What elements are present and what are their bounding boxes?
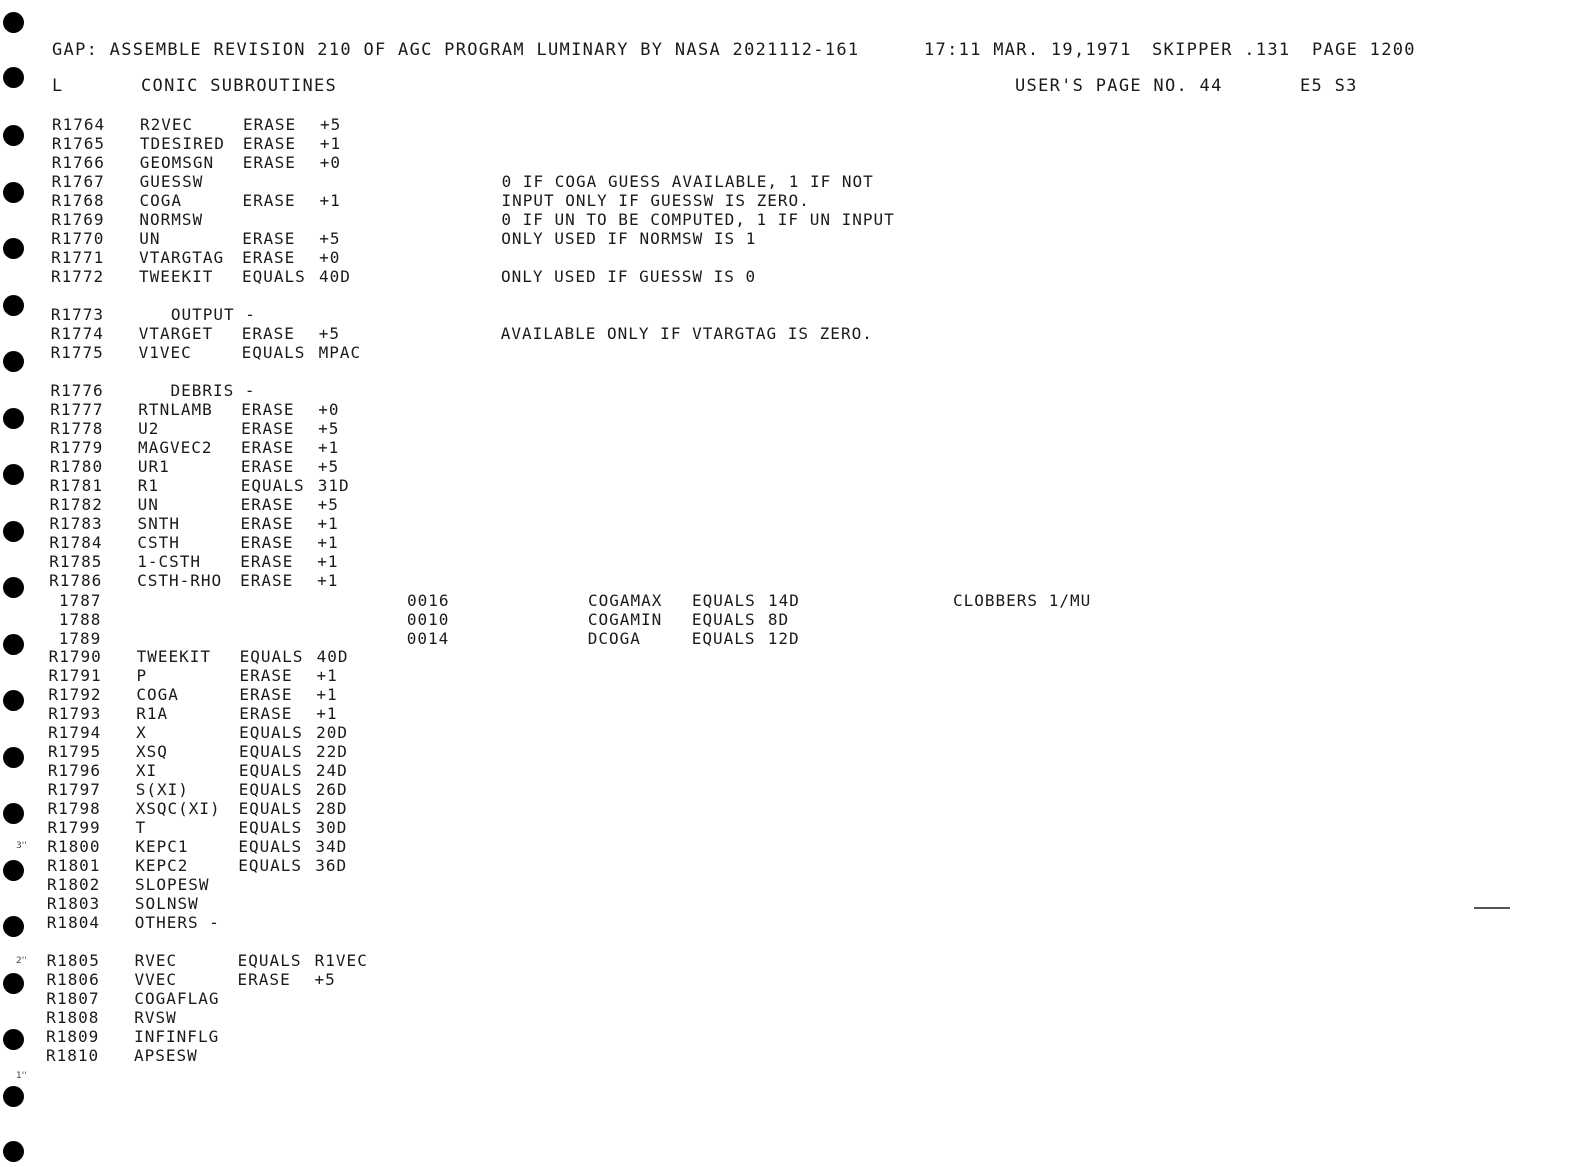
- opcode: EQUALS: [241, 343, 306, 362]
- opcode: ERASE: [242, 248, 296, 267]
- operand: +1: [318, 438, 340, 457]
- feed-hole: [3, 577, 24, 598]
- symbol-label: GEOMSGN: [139, 153, 215, 172]
- feed-hole: [3, 238, 24, 259]
- opcode: ERASE: [239, 685, 293, 704]
- operand: +5: [318, 324, 340, 343]
- operand: +5: [317, 495, 339, 514]
- line-number: R1770: [51, 229, 105, 248]
- header-page-number: PAGE 1200: [1312, 40, 1416, 60]
- opcode: EQUALS: [238, 761, 303, 780]
- line-number: R1798: [47, 799, 101, 818]
- operand: +1: [317, 533, 339, 552]
- line-number: R1785: [49, 552, 103, 571]
- operand: 14D: [768, 591, 800, 610]
- opcode: EQUALS: [239, 723, 303, 742]
- operand: +0: [318, 400, 340, 419]
- feed-hole: [3, 464, 24, 485]
- opcode: EQUALS: [238, 837, 303, 856]
- symbol-label: SLOPESW: [135, 875, 210, 894]
- line-comment: AVAILABLE ONLY IF VTARGTAG IS ZERO.: [500, 324, 873, 343]
- margin-mark: 1'': [16, 1071, 27, 1081]
- line-number: R1768: [51, 191, 105, 210]
- margin-mark: 3'': [16, 841, 27, 851]
- symbol-label: TDESIRED: [139, 134, 225, 153]
- opcode: ERASE: [241, 324, 295, 343]
- opcode: ERASE: [241, 438, 295, 457]
- section-heading: DEBRIS -: [170, 381, 256, 400]
- feed-hole: [3, 1029, 24, 1050]
- line-number: 1788: [58, 610, 102, 629]
- opcode: ERASE: [242, 191, 296, 210]
- operand: 24D: [315, 761, 348, 780]
- line-comment: 0 IF UN TO BE COMPUTED, 1 IF UN INPUT: [501, 210, 895, 229]
- line-number: R1790: [48, 647, 102, 666]
- line-number: R1772: [50, 267, 105, 286]
- feed-hole: [3, 690, 24, 711]
- symbol-label: CSTH: [137, 533, 180, 552]
- symbol-label: R1A: [136, 704, 169, 723]
- opcode: ERASE: [239, 704, 293, 723]
- feed-hole: [3, 125, 24, 146]
- operand: +0: [319, 248, 341, 267]
- feed-hole: [3, 860, 24, 881]
- line-number: 1787: [59, 591, 102, 610]
- line-number: R1796: [47, 761, 101, 780]
- symbol-label: RVSW: [134, 1008, 177, 1027]
- operand: 8D: [767, 610, 790, 629]
- symbol-label: XSQC(XI): [135, 799, 221, 818]
- feed-hole: [3, 295, 24, 316]
- line-number: R1797: [47, 780, 101, 799]
- opcode: EQUALS: [692, 591, 756, 610]
- symbol-label: RTNLAMB: [138, 400, 213, 419]
- symbol-label: UN: [139, 229, 161, 248]
- symbol-label: SOLNSW: [134, 894, 199, 913]
- symbol-label: TWEEKIT: [138, 267, 214, 286]
- symbol-label: VVEC: [134, 970, 178, 989]
- line-number: R1803: [46, 894, 101, 913]
- symbol-label: KEPC2: [135, 856, 189, 875]
- symbol-label: COGAFLAG: [134, 989, 220, 1008]
- feed-hole: [3, 1141, 24, 1162]
- line-number: R1779: [50, 438, 104, 457]
- feed-hole: [3, 803, 24, 824]
- line-number: R1792: [48, 685, 102, 704]
- operand: 28D: [315, 799, 348, 818]
- line-number: R1765: [51, 134, 106, 153]
- line-comment: 0 IF COGA GUESS AVAILABLE, 1 IF NOT: [501, 172, 874, 191]
- opcode: ERASE: [242, 153, 296, 172]
- opcode: EQUALS: [241, 267, 306, 286]
- operand: 26D: [315, 780, 348, 799]
- stray-mark: [1474, 907, 1510, 909]
- symbol-label: U2: [138, 419, 160, 438]
- symbol-label: RVEC: [134, 951, 178, 970]
- line-number: R1799: [47, 818, 101, 837]
- symbol-label: S(XI): [135, 780, 189, 799]
- users-page-number: USER'S PAGE NO. 44: [1015, 76, 1223, 96]
- line-number: R1784: [49, 533, 103, 552]
- opcode: ERASE: [242, 229, 296, 248]
- page-code: E5 S3: [1300, 76, 1358, 96]
- opcode: EQUALS: [238, 780, 303, 799]
- symbol-label: T: [135, 818, 147, 837]
- symbol-label: UR1: [137, 457, 170, 476]
- symbol-label: APSESW: [134, 1046, 198, 1065]
- line-number: R1810: [46, 1046, 100, 1065]
- line-number: R1800: [47, 837, 101, 856]
- opcode: ERASE: [240, 533, 294, 552]
- operand: +5: [318, 419, 340, 438]
- line-number: R1777: [50, 400, 104, 419]
- line-comment: ONLY USED IF NORMSW IS 1: [501, 229, 757, 248]
- opcode: ERASE: [240, 514, 294, 533]
- symbol-label: NORMSW: [139, 210, 204, 229]
- symbol-label: INFINFLG: [134, 1027, 220, 1046]
- feed-hole: [3, 1086, 24, 1107]
- symbol-label: KEPC1: [135, 837, 189, 856]
- symbol-label: R2VEC: [140, 115, 194, 134]
- line-number: R1781: [49, 476, 103, 495]
- line-number: R1809: [46, 1027, 100, 1046]
- symbol-label: 1-CSTH: [137, 552, 202, 571]
- symbol-label: COGAMAX: [588, 591, 663, 610]
- opcode: EQUALS: [238, 799, 303, 818]
- line-comment: INPUT ONLY IF GUESSW IS ZERO.: [501, 191, 810, 210]
- opcode: EQUALS: [691, 610, 756, 629]
- line-number: R1806: [46, 970, 100, 989]
- symbol-label: VTARGTAG: [139, 248, 225, 267]
- feed-hole: [3, 916, 24, 937]
- opcode: ERASE: [241, 400, 295, 419]
- section-heading: OUTPUT -: [170, 305, 256, 324]
- line-number: R1801: [47, 856, 101, 875]
- feed-hole: [3, 67, 24, 88]
- line-number: R1791: [48, 666, 102, 685]
- operand: 40D: [316, 647, 349, 666]
- margin-mark: 2'': [16, 956, 27, 966]
- symbol-label: SNTH: [137, 514, 181, 533]
- symbol-label: R1: [137, 476, 160, 495]
- line-number: R1778: [50, 419, 104, 438]
- line-comment: ONLY USED IF GUESSW IS 0: [500, 267, 757, 286]
- log-letter: L: [52, 76, 64, 96]
- header-timestamp: 17:11 MAR. 19,1971: [924, 40, 1132, 60]
- line-number: R1805: [46, 951, 100, 970]
- line-number: R1774: [50, 324, 104, 343]
- operand: 22D: [315, 742, 348, 761]
- operand: 31D: [317, 476, 350, 495]
- symbol-label: COGA: [136, 685, 179, 704]
- opcode: ERASE: [241, 419, 295, 438]
- symbol-label: P: [136, 666, 148, 685]
- operand: +5: [319, 229, 341, 248]
- octal-value: 0010: [406, 610, 450, 629]
- header-skipper: SKIPPER .131: [1152, 40, 1291, 60]
- line-number: R1776: [50, 381, 104, 400]
- operand: +1: [316, 666, 338, 685]
- section-title: CONIC SUBROUTINES: [141, 76, 338, 96]
- symbol-label: DCOGA: [587, 629, 641, 648]
- line-number: R1773: [50, 305, 104, 324]
- opcode: EQUALS: [238, 856, 302, 875]
- line-number: R1766: [51, 153, 105, 172]
- operand: +0: [319, 153, 341, 172]
- line-number: R1794: [48, 723, 102, 742]
- operand: +1: [317, 552, 339, 571]
- opcode: ERASE: [240, 571, 294, 590]
- symbol-label: X: [136, 723, 147, 742]
- opcode: EQUALS: [238, 818, 303, 837]
- opcode: ERASE: [243, 115, 297, 134]
- symbol-label: COGA: [139, 191, 182, 210]
- line-number: R1802: [47, 875, 101, 894]
- feed-hole: [3, 747, 24, 768]
- symbol-label: COGAMIN: [587, 610, 663, 629]
- feed-hole: [3, 351, 24, 372]
- opcode: ERASE: [240, 495, 294, 514]
- symbol-label: CSTH-RHO: [137, 571, 223, 590]
- symbol-label: TWEEKIT: [136, 647, 212, 666]
- feed-hole: [3, 973, 24, 994]
- line-number: R1780: [49, 457, 104, 476]
- line-number: 1789: [58, 629, 102, 648]
- operand: +1: [317, 514, 339, 533]
- opcode: ERASE: [237, 970, 291, 989]
- header-title: GAP: ASSEMBLE REVISION 210 OF AGC PROGRAM LUMINARY BY NASA 2021112-161: [52, 40, 860, 60]
- octal-value: 0016: [407, 591, 450, 610]
- operand: +1: [316, 685, 338, 704]
- line-number: R1767: [51, 172, 105, 191]
- line-number: R1808: [46, 1008, 100, 1027]
- operand: 40D: [318, 267, 351, 286]
- line-comment: CLOBBERS 1/MU: [953, 591, 1092, 610]
- operand: +1: [319, 191, 341, 210]
- opcode: EQUALS: [240, 476, 305, 495]
- opcode: ERASE: [240, 457, 295, 476]
- opcode: EQUALS: [691, 629, 756, 648]
- feed-hole: [3, 408, 24, 429]
- operand: R1VEC: [314, 951, 368, 970]
- operand: 36D: [315, 856, 348, 875]
- line-number: R1764: [52, 115, 106, 134]
- operand: +5: [320, 115, 342, 134]
- line-number: R1782: [49, 495, 103, 514]
- operand: 30D: [315, 818, 348, 837]
- operand: MPAC: [318, 343, 362, 362]
- line-number: R1769: [51, 210, 105, 229]
- line-number: R1771: [51, 248, 105, 267]
- opcode: EQUALS: [238, 742, 303, 761]
- symbol-label: OTHERS -: [134, 913, 220, 932]
- opcode: ERASE: [242, 134, 297, 153]
- operand: +1: [316, 704, 338, 723]
- line-number: R1786: [49, 571, 103, 590]
- opcode: ERASE: [240, 552, 294, 571]
- octal-value: 0014: [406, 629, 450, 648]
- symbol-label: XI: [135, 761, 158, 780]
- symbol-label: V1VEC: [138, 343, 192, 362]
- operand: 20D: [316, 723, 348, 742]
- operand: +1: [319, 134, 342, 153]
- line-number: R1775: [50, 343, 104, 362]
- operand: 12D: [767, 629, 800, 648]
- symbol-label: XSQ: [135, 742, 168, 761]
- symbol-label: MAGVEC2: [138, 438, 213, 457]
- feed-hole: [3, 634, 24, 655]
- line-number: R1795: [47, 742, 102, 761]
- operand: +5: [314, 970, 336, 989]
- operand: 34D: [315, 837, 348, 856]
- line-number: R1793: [48, 704, 102, 723]
- opcode: EQUALS: [239, 647, 304, 666]
- line-number: R1807: [46, 989, 100, 1008]
- symbol-label: VTARGET: [138, 324, 214, 343]
- operand: +1: [317, 571, 339, 590]
- line-number: R1783: [49, 514, 103, 533]
- opcode: EQUALS: [237, 951, 302, 970]
- feed-hole: [3, 521, 24, 542]
- symbol-label: UN: [137, 495, 159, 514]
- operand: +5: [317, 457, 340, 476]
- feed-hole: [3, 182, 24, 203]
- line-number: R1804: [46, 913, 100, 932]
- symbol-label: GUESSW: [139, 172, 204, 191]
- feed-hole: [3, 12, 24, 33]
- opcode: ERASE: [239, 666, 293, 685]
